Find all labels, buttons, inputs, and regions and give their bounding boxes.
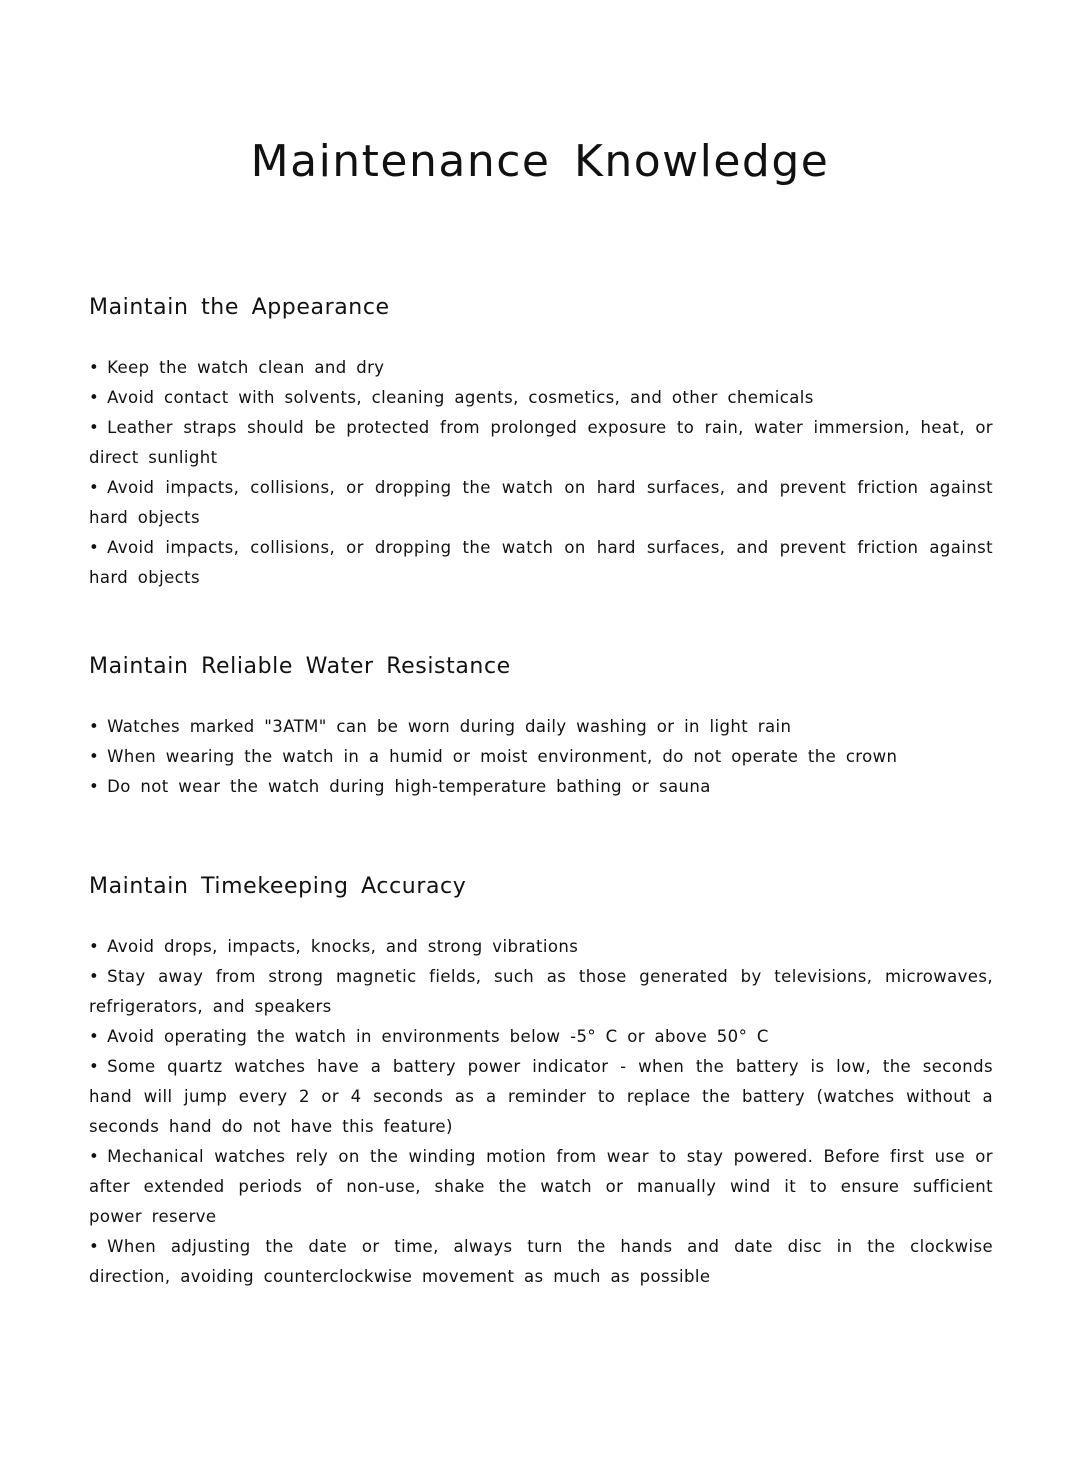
bullet-list [89, 712, 993, 802]
list-item [89, 1022, 993, 1052]
list-item-text: Keep the watch clean and dry [107, 358, 385, 377]
bullet-dot: • [89, 1147, 100, 1166]
list-item [89, 353, 993, 383]
list-item [89, 932, 993, 962]
list-item-text: Do not wear the watch during high-temperature bathing or sauna [107, 777, 711, 796]
section-heading: Maintain Timekeeping Accuracy [89, 874, 467, 899]
bullet-dot: • [89, 388, 100, 407]
list-item [89, 1232, 993, 1292]
list-item-text: Avoid impacts, collisions, or dropping the watch on hard surfaces, and prevent friction against hard objects [89, 478, 993, 527]
list-item [89, 712, 993, 742]
bullet-dot: • [89, 478, 100, 497]
list-item [89, 742, 993, 772]
list-item-text: Avoid contact with solvents, cleaning agents, cosmetics, and other chemicals [107, 388, 814, 407]
bullet-dot: • [89, 747, 100, 766]
bullet-dot: • [89, 358, 100, 377]
bullet-dot: • [89, 1057, 100, 1076]
list-item-text: Avoid impacts, collisions, or dropping the watch on hard surfaces, and prevent friction against hard objects [89, 538, 993, 587]
list-item-text: Leather straps should be protected from prolonged exposure to rain, water immersion, heat, or direct sunlight [89, 418, 993, 467]
section-maintain-timekeeping [89, 872, 993, 1292]
bullet-dot: • [89, 967, 100, 986]
bullet-dot: • [89, 538, 100, 557]
bullet-dot: • [89, 418, 100, 437]
bullet-dot: • [89, 717, 100, 736]
list-item [89, 1142, 993, 1232]
section-maintain-appearance [89, 293, 993, 593]
list-item-text: Stay away from strong magnetic fields, such as those generated by televisions, microwaves, refrigerators, and speakers [89, 967, 993, 1016]
bullet-dot: • [89, 1237, 100, 1256]
section-heading: Maintain the Appearance [89, 295, 390, 320]
list-item-text: Avoid drops, impacts, knocks, and strong vibrations [107, 937, 579, 956]
list-item-text: When adjusting the date or time, always turn the hands and date disc in the clockwise direction, avoiding counterclockwise movement as much as possible [89, 1237, 993, 1286]
section-maintain-water-resistance [89, 652, 993, 802]
list-item-text: Avoid operating the watch in environments below -5° C or above 50° C [107, 1027, 769, 1046]
list-item [89, 772, 993, 802]
bullet-dot: • [89, 937, 100, 956]
list-item [89, 473, 993, 533]
bullet-list [89, 932, 993, 1292]
list-item [89, 533, 993, 593]
list-item-text: Mechanical watches rely on the winding motion from wear to stay powered. Before first use or after extended periods of non-use, shake the watch or manually wind it to ensure sufficient power reserve [89, 1147, 993, 1226]
bullet-dot: • [89, 1027, 100, 1046]
bullet-dot: • [89, 777, 100, 796]
list-item [89, 383, 993, 413]
list-item-text: When wearing the watch in a humid or moist environment, do not operate the crown [107, 747, 898, 766]
list-item [89, 962, 993, 1022]
list-item [89, 1052, 993, 1142]
list-item [89, 413, 993, 473]
list-item-text: Some quartz watches have a battery power indicator - when the battery is low, the seconds hand will jump every 2 or 4 seconds as a reminder to replace the battery (watches without a seconds hand do not have this feature) [89, 1057, 993, 1136]
list-item-text: Watches marked "3ATM" can be worn during daily washing or in light rain [107, 717, 792, 736]
bullet-list [89, 353, 993, 593]
page-title: Maintenance Knowledge [250, 136, 830, 187]
section-heading: Maintain Reliable Water Resistance [89, 654, 511, 679]
